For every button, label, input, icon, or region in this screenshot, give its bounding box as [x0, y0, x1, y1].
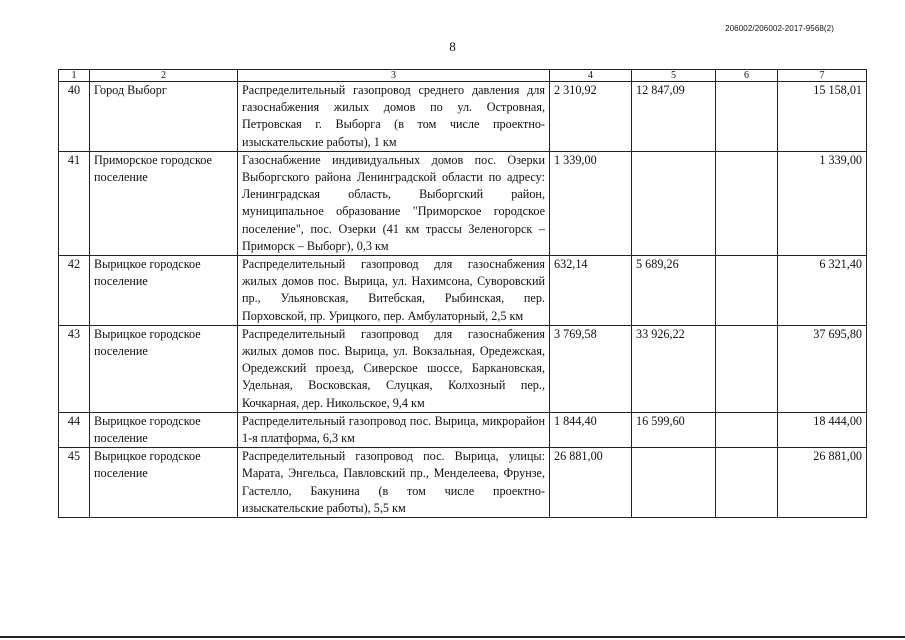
amount-col4-cell: 632,14: [550, 256, 632, 326]
table-row: [59, 325, 867, 412]
municipality-cell: Вырицкое городское поселение: [90, 325, 238, 412]
total-cell: 15 158,01: [778, 82, 867, 152]
table-row: [59, 82, 867, 152]
amount-col6-cell: [716, 151, 778, 255]
total-cell: 26 881,00: [778, 448, 867, 518]
municipality-cell: Приморское городское поселение: [90, 151, 238, 255]
amount-col4-cell: 1 339,00: [550, 151, 632, 255]
amount-col5-cell: 12 847,09: [632, 82, 716, 152]
page-bottom-edge: [0, 636, 905, 638]
header-row: [59, 70, 867, 82]
table-row: [59, 256, 867, 326]
amount-col4-cell: 26 881,00: [550, 448, 632, 518]
amount-col5-cell: [632, 448, 716, 518]
total-cell: 37 695,80: [778, 325, 867, 412]
column-header-3: 3: [238, 70, 550, 82]
column-header-2: 2: [90, 70, 238, 82]
amount-col6-cell: [716, 325, 778, 412]
column-header-4: 4: [550, 70, 632, 82]
column-header-5: 5: [632, 70, 716, 82]
amount-col6-cell: [716, 412, 778, 447]
description-cell: Распределительный газопровод для газоснабжения жилых домов пос. Вырица, ул. Нахимсона, Суворовский пр., Ульяновская, Витебская, Рыбинская, пер. Порховской, пр. Урицкого, пер. Амбулаторный, 2,5 км: [238, 256, 550, 326]
row-number: 45: [59, 448, 90, 518]
total-cell: 6 321,40: [778, 256, 867, 326]
row-number: 40: [59, 82, 90, 152]
description-cell: Газоснабжение индивидуальных домов пос. Озерки Выборгского района Ленинградской области по адресу: Ленинградская область, Выборгский район, муниципальное образование "Приморское городское поселение", пос. Озерки (41 км трассы Зеленогорск – Приморск – Выборг), 0,3 км: [238, 151, 550, 255]
column-header-6: 6: [716, 70, 778, 82]
municipality-cell: Город Выборг: [90, 82, 238, 152]
data-table: [58, 69, 867, 518]
amount-col5-cell: [632, 151, 716, 255]
row-number: 41: [59, 151, 90, 255]
municipality-cell: Вырицкое городское поселение: [90, 256, 238, 326]
row-number: 43: [59, 325, 90, 412]
column-header-1: 1: [59, 70, 90, 82]
municipality-cell: Вырицкое городское поселение: [90, 412, 238, 447]
amount-col6-cell: [716, 82, 778, 152]
description-cell: Распределительный газопровод для газоснабжения жилых домов пос. Вырица, ул. Вокзальная, Оредежская, Оредежский проезд, Сиверское шоссе, Баркановская, Удельная, Восковская, Слуцкая, Колхозный пер., Кочкарная, дер. Никольское, 9,4 км: [238, 325, 550, 412]
municipality-cell: Вырицкое городское поселение: [90, 448, 238, 518]
total-cell: 18 444,00: [778, 412, 867, 447]
amount-col6-cell: [716, 448, 778, 518]
amount-col5-cell: 33 926,22: [632, 325, 716, 412]
description-cell: Распределительный газопровод пос. Вырица, улицы: Марата, Энгельса, Павловский пр., Менделеева, Фрунзе, Гастелло, Бакунина (в том числе проектно-изыскательские работы), 5,5 км: [238, 448, 550, 518]
page-number: 8: [449, 39, 456, 54]
description-cell: Распределительный газопровод среднего давления для газоснабжения жилых домов по ул. Островная, Петровская г. Выборга (в том числе проектно-изыскательские работы), 1 км: [238, 82, 550, 152]
amount-col5-cell: 16 599,60: [632, 412, 716, 447]
column-header-7: 7: [778, 70, 867, 82]
table-row: [59, 151, 867, 255]
table-row: [59, 448, 867, 518]
document-id: 206002/206002-2017-9568(2): [725, 24, 834, 33]
amount-col6-cell: [716, 256, 778, 326]
amount-col5-cell: 5 689,26: [632, 256, 716, 326]
amount-col4-cell: 3 769,58: [550, 325, 632, 412]
description-cell: Распределительный газопровод пос. Вырица, микрорайон 1-я платформа, 6,3 км: [238, 412, 550, 447]
amount-col4-cell: 1 844,40: [550, 412, 632, 447]
total-cell: 1 339,00: [778, 151, 867, 255]
table-row: [59, 412, 867, 447]
row-number: 42: [59, 256, 90, 326]
row-number: 44: [59, 412, 90, 447]
amount-col4-cell: 2 310,92: [550, 82, 632, 152]
